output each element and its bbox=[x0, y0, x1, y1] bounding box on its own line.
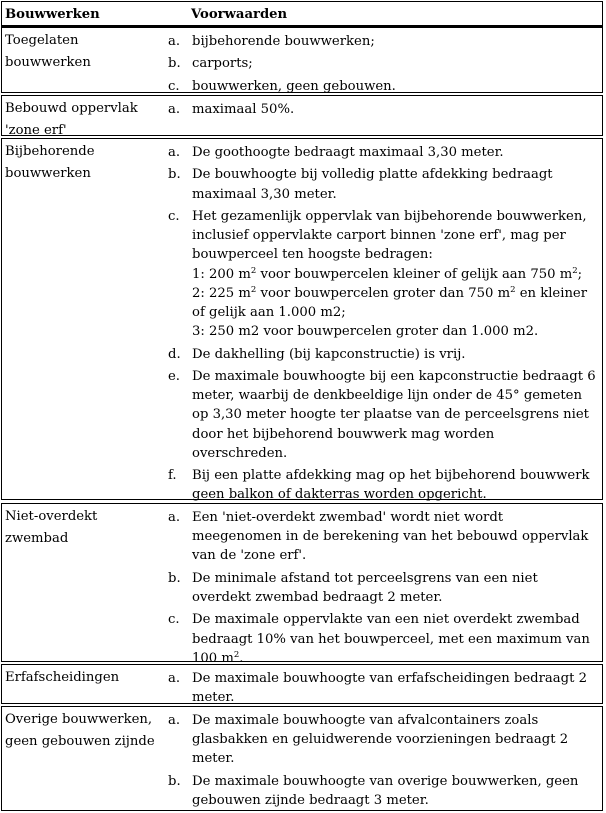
condition-item bbox=[164, 77, 602, 96]
condition-text: De dakhelling (bij kapconstructie) is vrij. bbox=[192, 346, 466, 362]
condition-item bbox=[164, 466, 602, 504]
condition-label: a. bbox=[168, 713, 181, 728]
table-row bbox=[1, 503, 603, 666]
condition-label: e. bbox=[168, 368, 180, 384]
condition-text: Bij een platte afdekking mag op het bijbehorend bouwwerk geen balkon of dakterras worden opgericht. bbox=[192, 468, 590, 503]
column-header-voorwaarden: Voorwaarden bbox=[191, 7, 288, 22]
condition-text: De maximale oppervlakte van een niet overdekt zwembad bedraagt 10% van het bouwperceel, met een maximum van 100 $m^2$. bbox=[192, 612, 590, 666]
condition-item bbox=[164, 569, 602, 607]
condition-label: a. bbox=[168, 145, 181, 160]
condition-item bbox=[164, 711, 602, 769]
condition-text: De maximale bouwhoogte van overige bouwwerken, geen gebouwen zijnde bedraagt 3 meter. bbox=[192, 773, 579, 808]
condition-label: d. bbox=[168, 346, 181, 362]
condition-item bbox=[164, 32, 602, 51]
condition-label: a. bbox=[168, 510, 181, 525]
condition-text: bouwwerken, geen gebouwen. bbox=[192, 78, 396, 94]
condition-text: De bouwhoogte bij volledig platte afdekking bedraagt maximaal 3,30 meter. bbox=[192, 167, 553, 202]
row-title: Toegelaten bouwwerken bbox=[5, 33, 91, 70]
condition-label: b. bbox=[168, 167, 181, 183]
conditions-list bbox=[164, 100, 602, 119]
condition-label: c. bbox=[168, 612, 180, 628]
conditions-list bbox=[164, 711, 602, 810]
table-row bbox=[1, 706, 603, 811]
condition-item bbox=[164, 345, 602, 364]
table-row bbox=[1, 27, 603, 93]
condition-label: c. bbox=[168, 78, 180, 94]
condition-text: De maximale bouwhoogte van afvalcontainers zoals glasbakken en geluidwerende voorzieningen bedraagt 2 meter. bbox=[192, 713, 569, 767]
table-row bbox=[1, 138, 603, 503]
condition-item bbox=[164, 100, 602, 119]
conditions-list bbox=[164, 669, 602, 707]
row-title: Bebouwd oppervlak 'zone erf' bbox=[5, 101, 138, 138]
condition-text: De maximale bouwhoogte bij een kapconstructie bedraagt 6 meter, waarbij de denkbeeldige lijn onder de 45° gemeten op 3,30 meter hoogte ter plaatse van de perceelsgrens niet door het bijbehorend bouwwerk mag worden overschreden. bbox=[192, 368, 596, 461]
condition-label: b. bbox=[168, 773, 181, 789]
condition-text: De minimale afstand tot perceelsgrens van een niet overdekt zwembad bedraagt 2 meter. bbox=[192, 570, 538, 605]
condition-text: De maximale bouwhoogte van erfafscheidingen bedraagt 2 meter. bbox=[192, 671, 587, 706]
condition-item bbox=[164, 165, 602, 203]
table-row bbox=[1, 95, 603, 136]
condition-text: De goothoogte bedraagt maximaal 3,30 meter. bbox=[192, 145, 504, 160]
condition-item bbox=[164, 367, 602, 463]
condition-label: b. bbox=[168, 56, 181, 72]
column-header-bouwwerken: Bouwwerken bbox=[5, 7, 100, 22]
conditions-list bbox=[164, 143, 602, 505]
table-header bbox=[1, 1, 603, 27]
conditions-list bbox=[164, 32, 602, 96]
row-title: Niet-overdekt zwembad bbox=[5, 509, 98, 546]
condition-text: Een 'niet-overdekt zwembad' wordt niet wordt meegenomen in de berekening van het bebouwd oppervlak van de 'zone erf'. bbox=[192, 510, 589, 564]
condition-label: a. bbox=[168, 671, 181, 686]
condition-label: b. bbox=[168, 570, 181, 586]
conditions-list bbox=[164, 508, 602, 668]
row-title: Bijbehorende bouwwerken bbox=[5, 144, 95, 181]
condition-text: carports; bbox=[192, 56, 253, 72]
condition-label: a. bbox=[168, 102, 181, 117]
condition-item bbox=[164, 610, 602, 668]
condition-label: a. bbox=[168, 34, 181, 49]
condition-text: maximaal 50%. bbox=[192, 102, 295, 117]
condition-text: bijbehorende bouwwerken; bbox=[192, 34, 375, 49]
condition-item bbox=[164, 54, 602, 73]
condition-item bbox=[164, 772, 602, 810]
condition-label: f. bbox=[168, 468, 177, 484]
condition-label: c. bbox=[168, 208, 180, 224]
condition-item bbox=[164, 669, 602, 707]
row-title: Erfafscheidingen bbox=[5, 670, 120, 685]
row-title: Overige bouwwerken, geen gebouwen zijnde bbox=[5, 712, 155, 749]
condition-text: Het gezamenlijk oppervlak van bijbehorende bouwwerken, inclusief oppervlakte carport binnen 'zone erf', mag per bouwperceel ten hoogste bedragen: 1: 200 $m^2$ voor bouwpercelen kleiner of gelijk aan 750 $m^2$; 2: 225 $m^2$ voor bouwpercelen groter dan 750 $m^2$ en kleiner of gelijk aan 1.000 m2; 3: 250 m2 voor bouwpercelen groter dan 1.000 m2. bbox=[192, 208, 588, 340]
condition-item bbox=[164, 508, 602, 566]
condition-item bbox=[164, 207, 602, 341]
condition-item bbox=[164, 143, 602, 162]
table-row bbox=[1, 664, 603, 704]
